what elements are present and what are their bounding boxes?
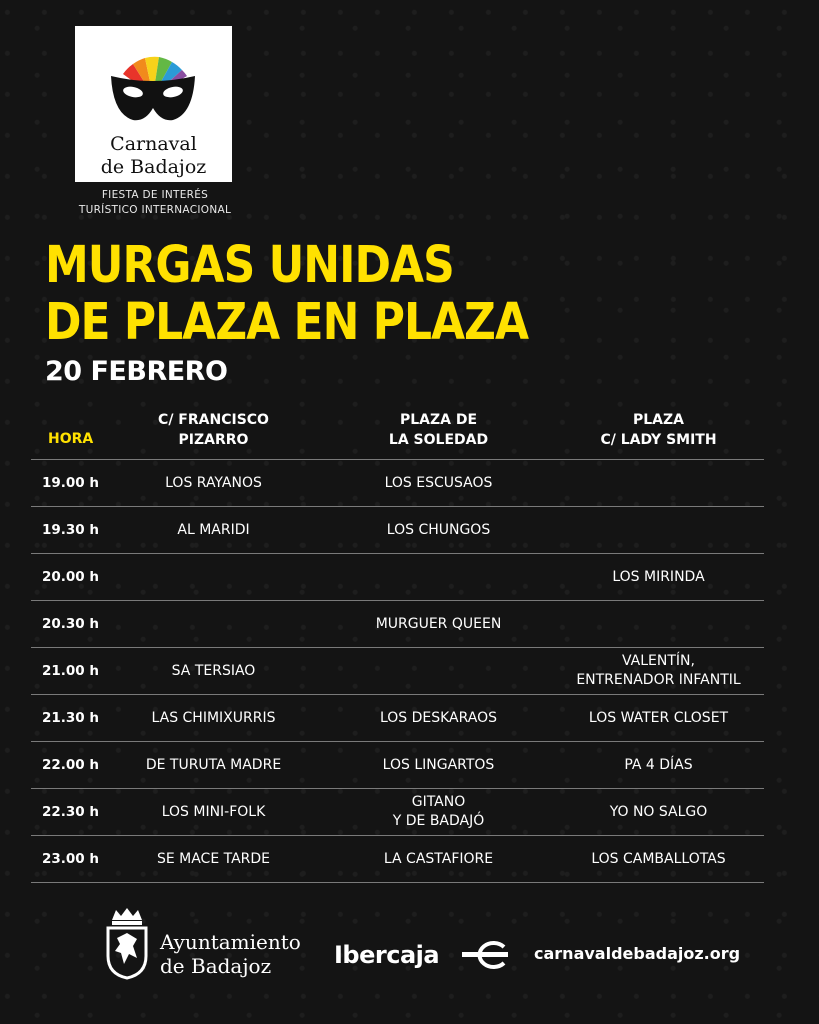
ibercaja-e-icon bbox=[460, 940, 512, 974]
cell-plaza-soledad: MURGUER QUEEN bbox=[375, 615, 502, 632]
column-header-francisco-pizarro: C/ FRANCISCO PIZARRO bbox=[158, 412, 269, 448]
table-row bbox=[31, 600, 764, 647]
cell-plaza-soledad bbox=[351, 648, 526, 694]
ayuntamiento-line-1: Ayuntamiento bbox=[160, 930, 301, 954]
table-row bbox=[31, 647, 764, 694]
cell-plaza-soledad bbox=[351, 554, 526, 600]
cell-francisco-pizarro: SE MACE TARDE bbox=[156, 850, 271, 867]
cell-plaza-soledad: LOS CHUNGOS bbox=[386, 521, 491, 538]
cell-lady-smith: LOS WATER CLOSET bbox=[588, 709, 729, 726]
carnaval-logo bbox=[75, 26, 232, 182]
time-cell: 19.30 h bbox=[42, 521, 100, 538]
cell-francisco-pizarro: LOS MINI-FOLK bbox=[161, 803, 266, 820]
time-cell: 21.00 h bbox=[42, 662, 100, 679]
fiesta-line-1: FIESTA DE INTERÉS bbox=[101, 189, 209, 201]
time-cell: 22.30 h bbox=[42, 803, 100, 820]
cell-lady-smith bbox=[561, 601, 756, 647]
table-row bbox=[31, 506, 764, 553]
cell-lady-smith: YO NO SALGO bbox=[609, 803, 708, 820]
table-row bbox=[31, 694, 764, 741]
cell-lady-smith: LOS CAMBALLOTAS bbox=[591, 850, 726, 867]
ayuntamiento-line-2: de Badajoz bbox=[160, 954, 272, 978]
cell-lady-smith bbox=[561, 507, 756, 553]
column-header-lady-smith: PLAZA C/ LADY SMITH bbox=[600, 412, 717, 448]
cell-francisco-pizarro bbox=[131, 601, 296, 647]
time-cell: 19.00 h bbox=[42, 474, 100, 491]
cell-lady-smith bbox=[561, 460, 756, 506]
table-row bbox=[31, 835, 764, 883]
table-row bbox=[31, 459, 764, 506]
cell-lady-smith: VALENTÍN, ENTRENADOR INFANTIL bbox=[576, 653, 741, 688]
cell-plaza-soledad: LA CASTAFIORE bbox=[383, 850, 494, 867]
event-date: 20 FEBRERO bbox=[45, 356, 228, 387]
cell-plaza-soledad: LOS ESCUSAOS bbox=[384, 474, 493, 491]
column-header-hora: HORA bbox=[48, 431, 94, 447]
schedule-table bbox=[31, 459, 764, 883]
cell-lady-smith: LOS MIRINDA bbox=[612, 568, 705, 585]
column-header-plaza-soledad: PLAZA DE LA SOLEDAD bbox=[388, 412, 489, 448]
time-cell: 21.30 h bbox=[42, 709, 100, 726]
logo-line-1: Carnaval bbox=[110, 133, 197, 155]
time-cell: 23.00 h bbox=[42, 850, 100, 867]
cell-plaza-soledad: LOS DESKARAOS bbox=[379, 709, 498, 726]
cell-francisco-pizarro: DE TURUTA MADRE bbox=[145, 756, 282, 773]
cell-plaza-soledad: LOS LINGARTOS bbox=[382, 756, 495, 773]
table-row bbox=[31, 741, 764, 788]
cell-francisco-pizarro: LOS RAYANOS bbox=[165, 474, 262, 491]
cell-lady-smith: PA 4 DÍAS bbox=[624, 756, 693, 773]
sponsor-name: Ibercaja bbox=[334, 941, 440, 969]
cell-francisco-pizarro: SA TERSIAO bbox=[171, 662, 256, 679]
time-cell: 22.00 h bbox=[42, 756, 100, 773]
fiesta-line-2: TURÍSTICO INTERNACIONAL bbox=[78, 204, 232, 216]
cell-plaza-soledad: GITANO Y DE BADAJÓ bbox=[392, 794, 485, 829]
cell-francisco-pizarro bbox=[131, 554, 296, 600]
website-link[interactable]: carnavaldebadajoz.org bbox=[534, 944, 741, 963]
ayuntamiento-text bbox=[160, 930, 301, 978]
logo-line-2: de Badajoz bbox=[100, 156, 207, 178]
cell-francisco-pizarro: AL MARIDI bbox=[177, 521, 250, 538]
time-cell: 20.30 h bbox=[42, 615, 100, 632]
coat-of-arms-icon bbox=[104, 906, 150, 984]
title-line-2: DE PLAZA EN PLAZA bbox=[45, 293, 529, 352]
title-line-1: MURGAS UNIDAS bbox=[45, 236, 454, 295]
table-row bbox=[31, 788, 764, 835]
time-cell: 20.00 h bbox=[42, 568, 100, 585]
table-row bbox=[31, 553, 764, 600]
cell-francisco-pizarro: LAS CHIMIXURRIS bbox=[151, 709, 276, 726]
